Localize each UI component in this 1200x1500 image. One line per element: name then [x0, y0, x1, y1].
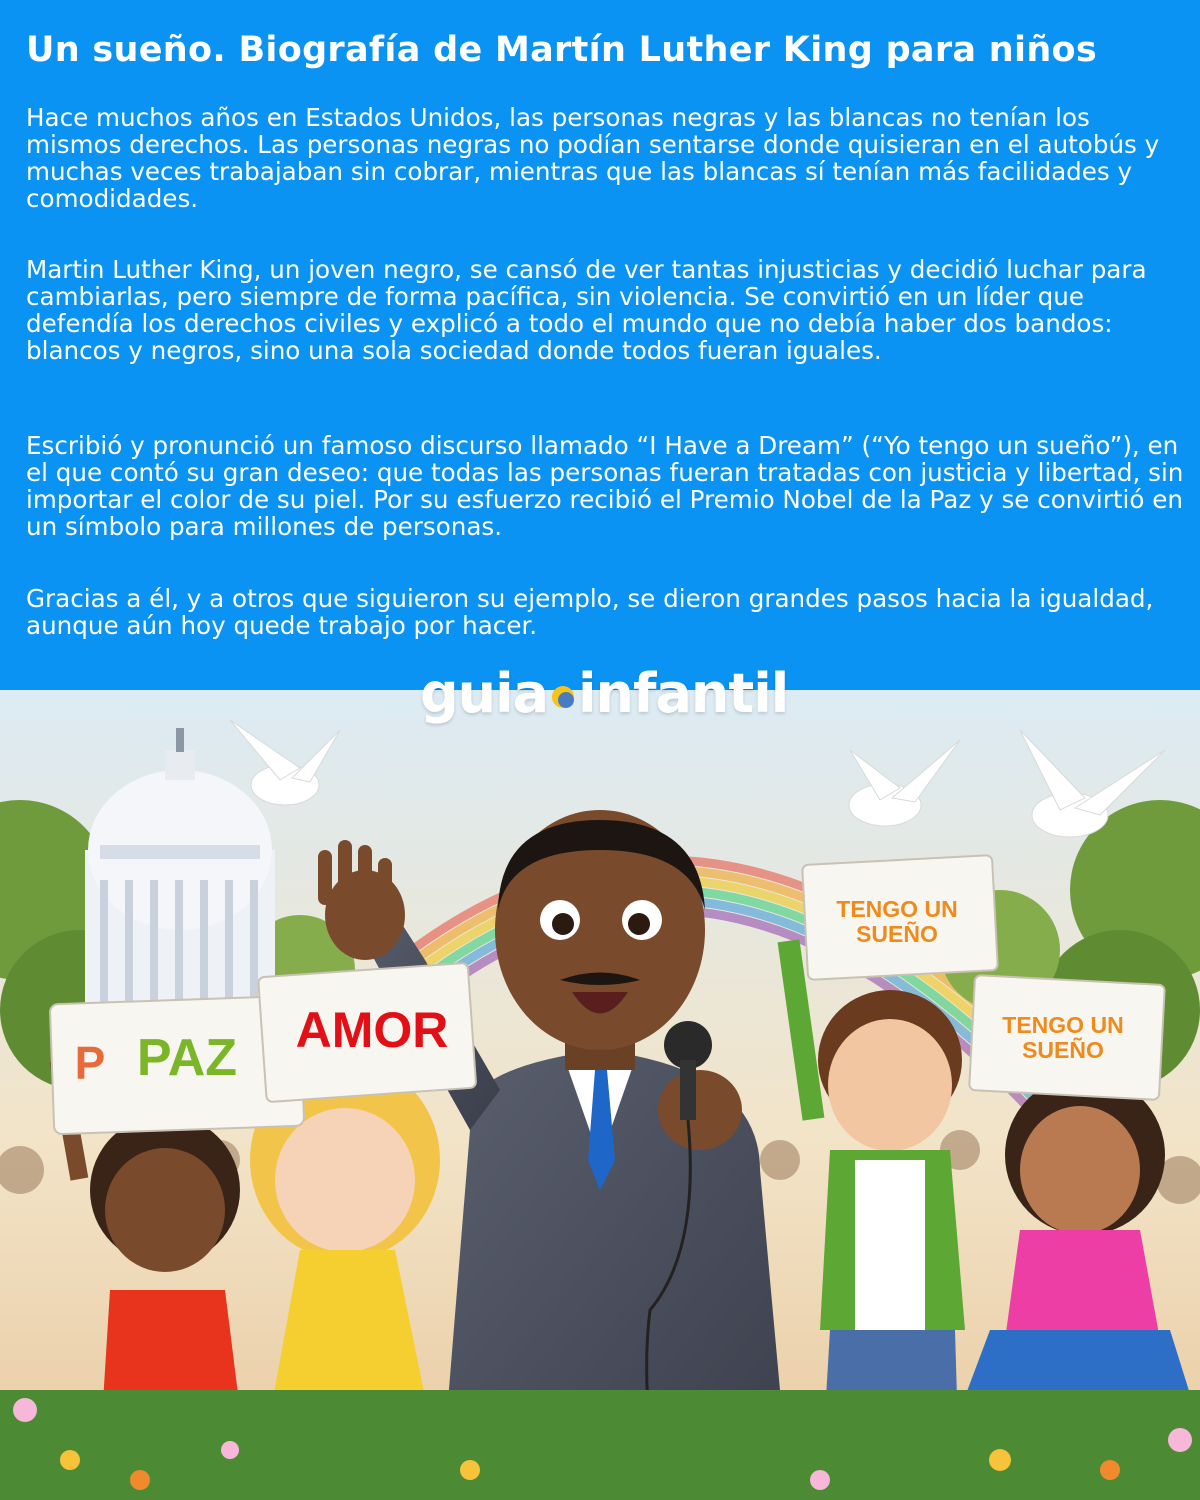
illustration-scene — [0, 690, 1200, 1500]
sign-paz-text: PAZ — [136, 1029, 238, 1087]
page-title: Un sueño. Biografía de Martín Luther King para niños — [26, 30, 1098, 70]
guiainfantil-logo — [420, 658, 788, 728]
text-panel — [0, 0, 1200, 690]
paragraph: Martin Luther King, un joven negro, se cansó de ver tantas injusticias y decidió luchar para cambiarlas, pero siempre de forma pacífica, sin violencia. Se convirtió en un líder que defendía los derechos civiles y explicó a todo el mundo que no debía haber dos bandos: blancos y negros, sino una sola sociedad donde todos fueran iguales. — [26, 255, 1147, 365]
sign-tengo-text: TENGO UN SUEÑO — [836, 896, 958, 948]
illustration — [0, 690, 1200, 1500]
paragraph: Escribió y pronunció un famoso discurso llamado “I Have a Dream” (“Yo tengo un sueño”), en el que contó su gran deseo: que todas las personas fueran tratadas con justicia y libertad, sin importar el color de su piel. Por su esfuerzo recibió el Premio Nobel de la Paz y se convirtió en un símbolo para millones de personas. — [26, 431, 1184, 541]
paragraph: Gracias a él, y a otros que siguieron su ejemplo, se dieron grandes pasos hacia la igualdad, aunque aún hoy quede trabajo por hacer. — [26, 584, 1154, 640]
sign-amor-text: AMOR — [295, 1002, 449, 1058]
logo-text-left: guia — [420, 661, 549, 725]
flowers — [0, 1390, 1200, 1500]
paragraph: Hace muchos años en Estados Unidos, las personas negras y las blancas no tenían los mismos derechos. Las personas negras no podían sentarse donde quisieran en el autobús y muchas veces trabajaban sin cobrar, mientras que las blancas sí tenían más facilidades y comodidades. — [26, 103, 1160, 213]
logo-text-right: infantil — [578, 661, 789, 725]
sign-tengo-text: TENGO UN SUEÑO — [1002, 1012, 1124, 1064]
logo-dot-icon — [552, 686, 574, 708]
sign-paz-initial: P — [74, 1037, 106, 1089]
